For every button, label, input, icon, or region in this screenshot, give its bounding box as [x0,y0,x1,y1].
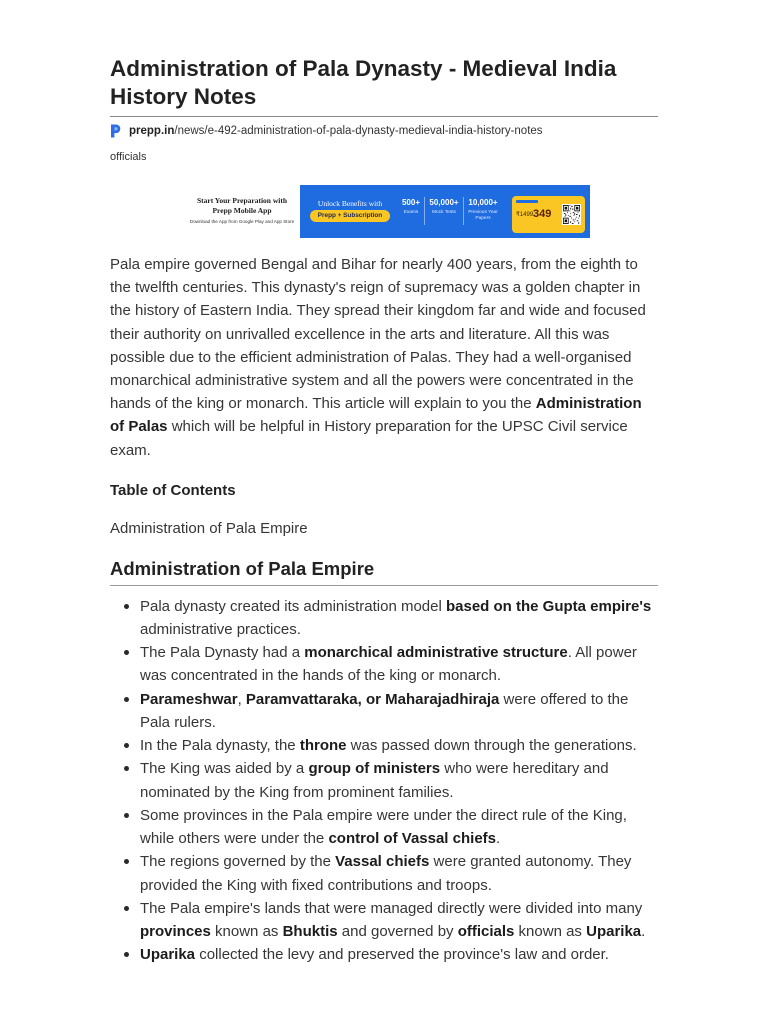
bullet-text: who were hereditary and nominated by the King from prominent families. [140,760,609,801]
bullet-dot [124,743,129,748]
bullet-text: The Pala Dynasty had a [140,644,305,662]
bullet-text: In the Pala dynasty, the [140,737,300,755]
stat-label: Mock Tests [432,210,456,215]
bullet-dot [124,813,129,818]
stat-label: Previous Year Papers [468,210,498,221]
list-item [110,595,658,642]
bullet-text: The Pala empire's lands that were managed directly were divided into many [140,899,643,917]
stat-divider [463,197,464,225]
bullet-emphasis: Uparika [140,946,196,964]
bullet-dot [124,697,129,702]
list-item [110,734,658,757]
bullet-text: . All power was concentrated in the hands of the king or monarch. [140,644,637,685]
bullet-text: were granted autonomy. They provided the King with fixed contributions and troops. [140,853,632,894]
intro-paragraph [110,253,658,462]
section-divider [110,585,658,586]
bullet-emphasis: Vassal chiefs [335,853,430,871]
bullet-emphasis: provinces [140,923,211,941]
bullet-text: . [496,830,501,848]
bullet-emphasis: group of ministers [308,760,441,778]
stat-value: 500+ [401,198,421,207]
list-item [110,850,658,897]
administration-list [110,595,658,967]
bullet-dot [124,766,129,771]
bullet-emphasis: Parameshwar [140,690,238,708]
bullet-text: was passed down through the generations. [346,737,637,755]
bullet-text: known as [210,923,283,941]
banner-title-line-1: Start Your Preparation with [196,196,288,205]
title-divider [110,116,658,117]
bullet-text: administrative practices. [140,620,301,638]
price-new: 349 [533,208,552,220]
stat-mock-tests [426,198,462,216]
price-card [512,196,585,233]
stat-exams [393,198,429,216]
bullet-text: and governed by [337,923,458,941]
list-item [110,897,658,944]
bullet-dot [124,906,129,911]
bullet-dot [124,650,129,655]
banner-subscription-panel [300,185,590,238]
bullet-emphasis: based on the Gupta empire's [445,597,652,615]
list-item [110,804,658,851]
stat-value: 50,000+ [429,198,459,207]
bullet-text: , [237,690,246,708]
bullet-emphasis: Paramvattaraka, or Maharajadhiraja [245,690,500,708]
list-item [110,757,658,804]
bullet-emphasis: Uparika [586,923,642,941]
bullet-text: The King was aided by a [140,760,309,778]
bullet-text: were offered to the Pala rulers. [140,690,629,731]
bullet-dot [124,859,129,864]
banner-download-note: Download the App from Google Play and App Store [189,219,295,224]
section-heading: Administration of Pala Empire [110,558,375,579]
toc-heading: Table of Contents [110,481,236,499]
bullet-text: known as [514,923,587,941]
stat-value: 10,000+ [468,198,498,207]
prepp-logo-icon [110,124,121,138]
stat-label: Exams [403,210,419,215]
source-link[interactable] [110,124,543,138]
source-path: /news/e-492-administration-of-pala-dynasty-medieval-india-history-notes [174,125,543,137]
list-item [110,641,658,688]
bullet-dot [124,604,129,609]
promo-banner[interactable] [186,185,590,238]
bullet-emphasis: Bhuktis [282,923,338,941]
banner-app-promo [186,185,298,238]
list-item [110,688,658,735]
bullet-text: Some provinces in the Pala empire were under the direct rule of the King, while others were under the [140,806,627,848]
bullet-text: collected the levy and preserved the province's law and order. [195,946,609,964]
intro-text: which will be helpful in History preparation for the UPSC Civil service exam. [110,418,628,459]
stat-previous-papers [465,198,501,222]
toc-link[interactable]: Administration of Pala Empire [110,519,308,537]
banner-unlock-text: Unlock Benefits with [317,199,383,208]
bullet-emphasis: monarchical administrative structure [304,644,568,662]
category-tag: officials [110,151,147,163]
bullet-emphasis: officials [457,923,515,941]
bullet-emphasis: control of Vassal chiefs [328,830,496,848]
price-ribbon [516,200,538,203]
bullet-dot [124,952,129,957]
qr-code-icon [562,204,581,225]
bullet-emphasis: throne [299,737,347,755]
price-old: ₹1499 [516,212,534,218]
article-title: Administration of Pala Dynasty - Medieval India History Notes [110,56,617,109]
bullet-text: The regions governed by the [140,853,336,871]
list-item [110,943,658,966]
intro-text: Pala empire governed Bengal and Bihar for nearly 400 years, from the eighth to the twelfth centuries. This dynasty's reign of supremacy was a golden chapter in the history of Eastern India. They spread their kingdom far and wide and focused their authority on unrivalled excellence in the arts and literature. All this was possible due to the efficient administration of Palas. They had a well-organised monarchical administrative system and all the powers were concentrated in the hands of the king or monarch. This article will explain to you the [110,256,646,413]
subscription-button[interactable]: Prepp + Subscription [310,210,390,222]
banner-title-line-2: Prepp Mobile App [212,206,272,215]
bullet-text: . [641,923,646,941]
intro-emphasis: Administration of Palas [110,395,642,436]
bullet-text: Pala dynasty created its administration model [140,597,446,615]
source-domain: prepp.in [129,125,175,137]
